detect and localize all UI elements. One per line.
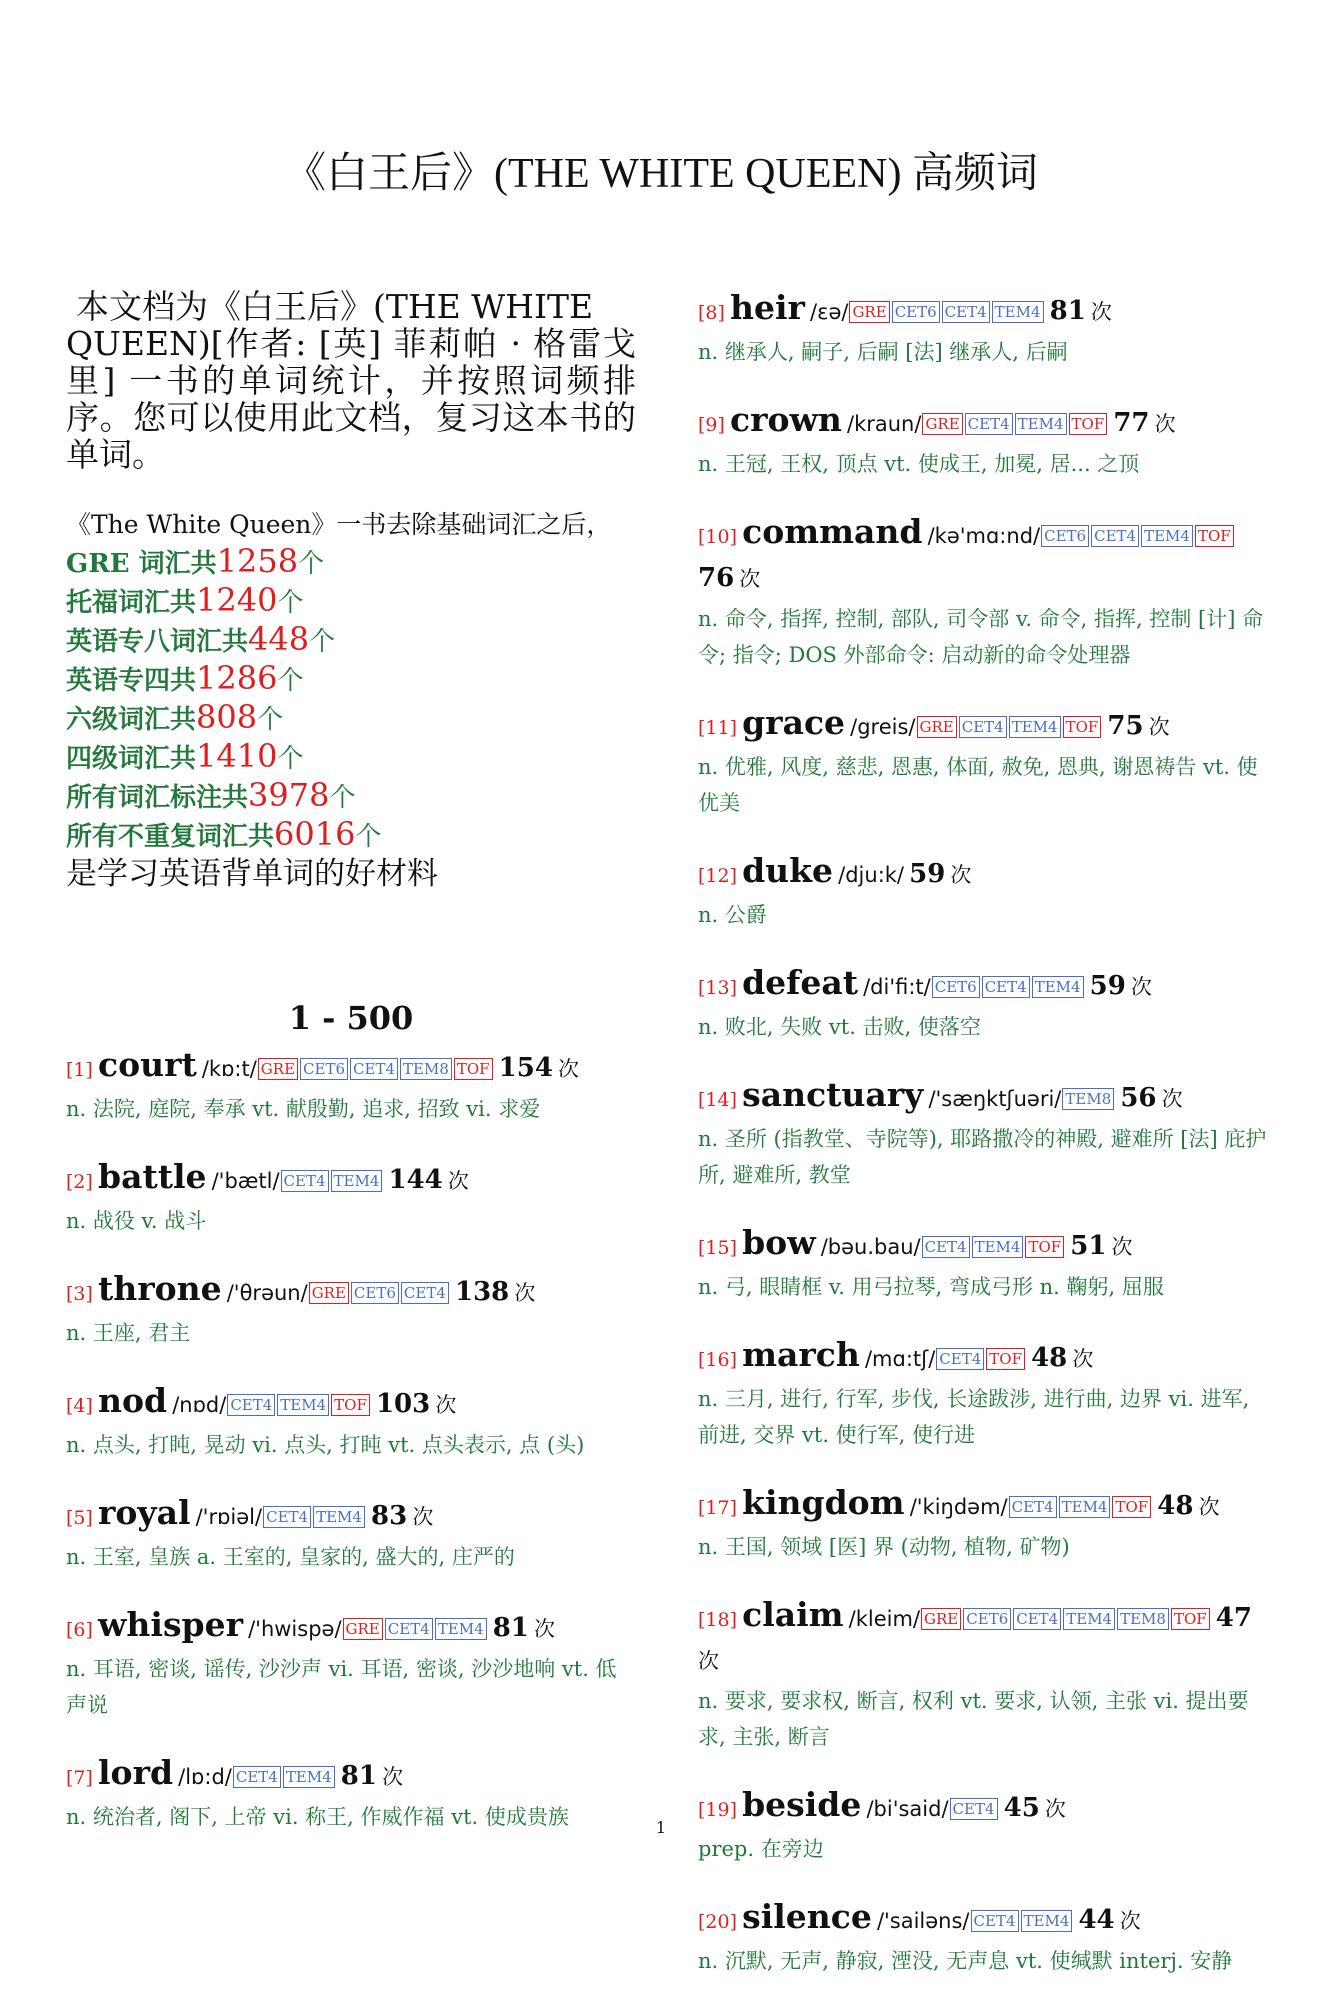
- stat-value: 448: [248, 620, 310, 658]
- entry-word: kingdom: [742, 1483, 905, 1522]
- exam-tag: TOF: [1195, 525, 1234, 547]
- entry-index: [4]: [66, 1395, 93, 1417]
- entry-times: 次: [1072, 1347, 1094, 1371]
- entry-headline: [698, 1483, 1274, 1529]
- entry-phonetic: /mɑ:tʃ/: [864, 1347, 936, 1371]
- entry-word: silence: [742, 1897, 872, 1936]
- entry-count: 154: [498, 1053, 553, 1083]
- entry-phonetic: /'rɒiəl/: [195, 1505, 263, 1529]
- entry-definition: n. 王座, 君主: [66, 1321, 191, 1345]
- word-entry: [698, 1075, 1274, 1193]
- exam-tag: TEM4: [1059, 1496, 1111, 1518]
- entry-count: 77: [1113, 408, 1150, 438]
- stat-value: 1258: [216, 542, 299, 580]
- entry-count: 75: [1107, 711, 1144, 741]
- entry-times: 次: [1161, 1087, 1183, 1111]
- stat-value: 6016: [274, 815, 356, 853]
- entry-phonetic: /kleim/: [848, 1607, 921, 1631]
- entry-phonetic: /'θrəun/: [226, 1281, 308, 1305]
- entry-phonetic: /'kiŋdəm/: [909, 1495, 1008, 1519]
- word-entry: [698, 703, 1274, 821]
- stats-intro: 《The White Queen》一书去除基础词汇之后，: [66, 510, 612, 539]
- entry-definition: n. 三月, 进行, 行军, 步伐, 长途跋涉, 进行曲, 边界 vi. 进军, 前进, 交界 vt. 使行军, 使行进: [698, 1387, 1250, 1447]
- stats-list: [66, 543, 636, 855]
- word-entry: [66, 1157, 636, 1239]
- entry-headline: [698, 851, 1274, 897]
- stats-block: [66, 507, 636, 893]
- exam-tag: CET4: [385, 1618, 433, 1640]
- entry-count: 81: [492, 1613, 529, 1643]
- range-heading: 1 - 500: [288, 999, 414, 1037]
- exam-tag: TEM4: [972, 1236, 1024, 1258]
- entry-count: 138: [454, 1277, 510, 1307]
- stat-value: 808: [196, 698, 258, 736]
- entry-definition: n. 王室, 皇族 a. 王室的, 皇家的, 盛大的, 庄严的: [66, 1545, 515, 1569]
- entry-phonetic: /'sailəns/: [876, 1909, 970, 1933]
- stat-value: 1240: [196, 581, 278, 619]
- entry-headline: [698, 703, 1274, 749]
- entry-index: [15]: [698, 1237, 738, 1259]
- exam-tag: TOF: [1063, 716, 1102, 738]
- entry-definition: n. 耳语, 密谈, 谣传, 沙沙声 vi. 耳语, 密谈, 沙沙地响 vt. 低声说: [66, 1657, 617, 1717]
- left-column: [66, 288, 636, 1865]
- entry-times: 次: [382, 1765, 404, 1789]
- word-entry: [698, 851, 1274, 933]
- entry-count: 83: [371, 1501, 408, 1531]
- exam-tag: TOF: [1025, 1236, 1064, 1258]
- entry-definition: n. 命令, 指挥, 控制, 部队, 司令部 v. 命令, 指挥, 控制 [计] 命令; 指令; DOS 外部命令: 启动新的命令处理器: [698, 607, 1264, 667]
- stat-unit: 个: [277, 744, 304, 774]
- exam-tag: GRE: [343, 1618, 383, 1640]
- entry-headline: [698, 1595, 1274, 1683]
- entry-headline: [698, 512, 1274, 601]
- exam-tag: TEM4: [435, 1618, 487, 1640]
- entry-times: 次: [1119, 1909, 1141, 1933]
- entry-headline: [66, 1753, 636, 1799]
- entry-times: 次: [1154, 412, 1176, 436]
- word-entry: [698, 1223, 1274, 1305]
- entry-count: 51: [1070, 1231, 1107, 1261]
- stat-label: 所有词汇标注共: [66, 783, 249, 813]
- exam-tag: CET4: [971, 1910, 1019, 1932]
- entry-times: 次: [739, 567, 761, 591]
- exam-tag: TEM4: [1032, 976, 1084, 998]
- entry-count: 45: [1003, 1793, 1040, 1823]
- entry-times: 次: [950, 863, 972, 887]
- entry-definition: prep. 在旁边: [698, 1837, 824, 1861]
- stat-row: [66, 660, 636, 699]
- entry-word: claim: [742, 1595, 844, 1634]
- entry-word: lord: [98, 1753, 174, 1792]
- entry-index: [17]: [698, 1497, 738, 1519]
- entry-phonetic: /bəu.bau/: [820, 1235, 921, 1259]
- exam-tag: TEM4: [313, 1506, 365, 1528]
- exam-tag: TOF: [986, 1348, 1025, 1370]
- entry-phonetic: /kraun/: [847, 412, 922, 436]
- intro-text: QUEEN)[作者: [英] 菲莉帕 · 格雷戈里] 一书的单词统计，并按照词频排序。您可以使用此文档，复习这本书的单词。: [66, 324, 636, 474]
- entry-count: 103: [375, 1389, 431, 1419]
- entry-times: 次: [1044, 1797, 1066, 1821]
- entry-definition: n. 法院, 庭院, 奉承 vt. 献殷勤, 追求, 招致 vi. 求爱: [66, 1097, 541, 1121]
- entry-phonetic: /bi'said/: [866, 1797, 949, 1821]
- entry-phonetic: /'bætl/: [211, 1169, 280, 1193]
- word-entry: [66, 1269, 636, 1351]
- entry-index: [7]: [66, 1767, 93, 1789]
- stat-unit: 个: [309, 627, 336, 657]
- entry-phonetic: /kə'mɑ:nd/: [927, 524, 1041, 548]
- stat-row: [66, 738, 636, 777]
- entry-headline: [66, 1493, 636, 1539]
- word-entry: [698, 1897, 1274, 1979]
- intro-line-1: 本文档为《白王后》(THE WHITE: [76, 287, 594, 326]
- entry-times: 次: [1090, 300, 1112, 324]
- exam-tag: TEM8: [1117, 1608, 1169, 1630]
- exam-tag: CET4: [281, 1170, 329, 1192]
- page-title: 《白王后》(THE WHITE QUEEN) 高频词: [284, 151, 1038, 197]
- stat-unit: 个: [277, 666, 304, 696]
- entry-count: 81: [340, 1761, 377, 1791]
- entry-times: 次: [1148, 715, 1170, 739]
- stats-outro: 是学习英语背单词的好材料: [66, 856, 438, 892]
- exam-tag: TOF: [1112, 1496, 1151, 1518]
- exam-tag: TEM8: [400, 1058, 452, 1080]
- stat-unit: 个: [298, 549, 325, 579]
- entry-index: [16]: [698, 1349, 738, 1371]
- entry-times: 次: [558, 1057, 580, 1081]
- entry-headline: [698, 963, 1274, 1009]
- stat-label: 六级词汇共: [66, 705, 197, 735]
- stat-value: 3978: [248, 776, 330, 814]
- exam-tag: CET4: [1013, 1608, 1061, 1630]
- stat-row: [66, 816, 636, 855]
- entry-headline: [698, 288, 1274, 334]
- exam-tag: GRE: [922, 413, 962, 435]
- word-entry: [698, 512, 1274, 673]
- entry-index: [6]: [66, 1619, 93, 1641]
- entry-index: [8]: [698, 302, 725, 324]
- entry-list-right: [698, 288, 1274, 1979]
- entry-index: [13]: [698, 977, 738, 999]
- entry-count: 48: [1031, 1343, 1068, 1373]
- entry-word: crown: [730, 400, 842, 439]
- word-entry: [698, 400, 1274, 482]
- exam-tag: CET4: [922, 1236, 970, 1258]
- entry-phonetic: /di'fi:t/: [863, 975, 931, 999]
- word-entry: [698, 1483, 1274, 1565]
- exam-tag: GRE: [309, 1282, 349, 1304]
- exam-tag: CET4: [350, 1058, 398, 1080]
- entry-definition: n. 圣所 (指教堂、寺院等), 耶路撒冷的神殿, 避难所 [法] 庇护所, 避难所, 教堂: [698, 1127, 1267, 1187]
- entry-definition: n. 公爵: [698, 903, 767, 927]
- entry-headline: [698, 1897, 1274, 1943]
- stat-value: 1410: [196, 737, 278, 775]
- exam-tag: TOF: [1171, 1608, 1210, 1630]
- exam-tag: TEM4: [992, 301, 1044, 323]
- exam-tag: TEM4: [1015, 413, 1067, 435]
- entry-word: grace: [742, 703, 846, 742]
- entry-headline: [66, 1381, 636, 1427]
- entry-count: 59: [1089, 971, 1126, 1001]
- entry-word: duke: [742, 851, 834, 890]
- exam-tag: TEM4: [1009, 716, 1061, 738]
- entry-headline: [66, 1157, 636, 1203]
- exam-tag: CET4: [227, 1394, 275, 1416]
- exam-tag: TOF: [331, 1394, 370, 1416]
- entry-times: 次: [447, 1169, 469, 1193]
- entry-word: beside: [742, 1785, 862, 1824]
- entry-index: [10]: [698, 526, 738, 548]
- exam-tag: GRE: [258, 1058, 298, 1080]
- word-entry: [66, 1045, 636, 1127]
- stat-row: [66, 699, 636, 738]
- entry-headline: [698, 1223, 1274, 1269]
- entry-times: 次: [514, 1281, 536, 1305]
- entry-word: march: [742, 1335, 860, 1374]
- stat-label: 所有不重复词汇共: [66, 822, 275, 852]
- exam-tag: CET4: [959, 716, 1007, 738]
- entry-times: 次: [533, 1617, 555, 1641]
- entry-index: [11]: [698, 717, 738, 739]
- entry-headline: [66, 1269, 636, 1315]
- stat-row: [66, 621, 636, 660]
- entry-count: 76: [698, 563, 735, 593]
- stat-label: 四级词汇共: [66, 744, 197, 774]
- entry-times: 次: [435, 1393, 457, 1417]
- entry-index: [1]: [66, 1059, 93, 1081]
- exam-tag: CET6: [351, 1282, 399, 1304]
- exam-tag: CET4: [401, 1282, 449, 1304]
- entry-definition: n. 继承人, 嗣子, 后嗣 [法] 继承人, 后嗣: [698, 340, 1068, 364]
- entry-times: 次: [1111, 1235, 1133, 1259]
- exam-tag: CET6: [300, 1058, 348, 1080]
- stat-value: 1286: [196, 659, 278, 697]
- stat-unit: 个: [329, 783, 356, 813]
- entry-word: royal: [98, 1493, 191, 1532]
- exam-tag: TEM4: [1063, 1608, 1115, 1630]
- entry-phonetic: /'hwispə/: [248, 1617, 342, 1641]
- word-entry: [66, 1605, 636, 1723]
- stat-row: [66, 777, 636, 816]
- exam-tag: CET4: [1091, 525, 1139, 547]
- entry-word: defeat: [742, 963, 858, 1002]
- entry-phonetic: /'sæŋktʃuəri/: [928, 1087, 1062, 1111]
- stat-unit: 个: [277, 588, 304, 618]
- entry-definition: n. 败北, 失败 vt. 击败, 使落空: [698, 1015, 981, 1039]
- entry-times: 次: [1130, 975, 1152, 999]
- exam-tag: CET4: [982, 976, 1030, 998]
- exam-tag: TEM8: [1062, 1088, 1114, 1110]
- entry-word: whisper: [98, 1605, 243, 1644]
- exam-tag: CET6: [892, 301, 940, 323]
- word-entry: [698, 288, 1274, 370]
- entry-count: 47: [1215, 1603, 1252, 1633]
- exam-tag: TEM4: [331, 1170, 383, 1192]
- entry-definition: n. 要求, 要求权, 断言, 权利 vt. 要求, 认领, 主张 vi. 提出要求, 主张, 断言: [698, 1689, 1249, 1749]
- exam-tag: GRE: [917, 716, 957, 738]
- entry-word: court: [98, 1045, 197, 1084]
- word-entry: [66, 1493, 636, 1575]
- entry-index: [20]: [698, 1911, 738, 1933]
- entry-definition: n. 战役 v. 战斗: [66, 1209, 207, 1233]
- exam-tag: CET6: [1041, 525, 1089, 547]
- entry-headline: [698, 1335, 1274, 1381]
- entry-word: heir: [730, 288, 805, 327]
- entry-headline: [698, 1075, 1274, 1121]
- entry-times: 次: [412, 1505, 434, 1529]
- entry-definition: n. 优雅, 风度, 慈悲, 恩惠, 体面, 赦免, 恩典, 谢恩祷告 vt. 使优美: [698, 755, 1258, 815]
- entry-definition: n. 沉默, 无声, 静寂, 湮没, 无声息 vt. 使缄默 interj. 安静: [698, 1949, 1233, 1973]
- stat-unit: 个: [257, 705, 284, 735]
- exam-tag: GRE: [849, 301, 889, 323]
- entry-word: nod: [98, 1381, 168, 1420]
- entry-count: 44: [1078, 1905, 1115, 1935]
- exam-tag: CET4: [263, 1506, 311, 1528]
- entry-phonetic: /greis/: [850, 715, 916, 739]
- word-entry: [698, 963, 1274, 1045]
- entry-count: 81: [1049, 296, 1086, 326]
- entry-headline: [66, 1605, 636, 1651]
- entry-times: 次: [698, 1649, 719, 1673]
- entry-definition: n. 点头, 打盹, 晃动 vi. 点头, 打盹 vt. 点头表示, 点 (头): [66, 1433, 585, 1457]
- exam-tag: TOF: [1069, 413, 1108, 435]
- entry-definition: n. 统治者, 阁下, 上帝 vi. 称王, 作威作福 vt. 使成贵族: [66, 1805, 569, 1829]
- stat-label: GRE 词汇共: [66, 549, 217, 579]
- entry-definition: n. 弓, 眼睛框 v. 用弓拉琴, 弯成弓形 n. 鞠躬, 屈服: [698, 1275, 1164, 1299]
- entry-word: throne: [98, 1269, 222, 1308]
- entry-count: 56: [1120, 1083, 1157, 1113]
- entry-definition: n. 王国, 领域 [医] 界 (动物, 植物, 矿物): [698, 1535, 1070, 1559]
- exam-tag: GRE: [921, 1608, 961, 1630]
- stat-label: 英语专八词汇共: [66, 627, 249, 657]
- exam-tag: CET4: [1009, 1496, 1057, 1518]
- exam-tag: TEM4: [1021, 1910, 1073, 1932]
- word-entry: [698, 1335, 1274, 1453]
- entry-index: [3]: [66, 1283, 93, 1305]
- word-entry: [698, 1595, 1274, 1755]
- entry-count: 144: [388, 1165, 443, 1195]
- exam-tag: CET4: [950, 1798, 998, 1820]
- entry-phonetic: /nɒd/: [172, 1393, 227, 1417]
- stat-row: [66, 543, 636, 582]
- entry-phonetic: /kɒ:t/: [201, 1057, 257, 1081]
- entry-list-left: [66, 1045, 636, 1835]
- stat-label: 英语专四共: [66, 666, 197, 696]
- entry-word: battle: [98, 1157, 207, 1196]
- entry-index: [12]: [698, 865, 738, 887]
- entry-times: 次: [1198, 1495, 1220, 1519]
- entry-word: sanctuary: [742, 1075, 924, 1114]
- stat-row: [66, 582, 636, 621]
- entry-count: 59: [909, 859, 946, 889]
- exam-tag: TOF: [454, 1058, 493, 1080]
- exam-tag: TEM4: [1141, 525, 1193, 547]
- stat-label: 托福词汇共: [66, 588, 197, 618]
- exam-tag: CET4: [965, 413, 1013, 435]
- entry-phonetic: /εə/: [810, 300, 849, 324]
- entry-index: [2]: [66, 1171, 93, 1193]
- exam-tag: CET4: [233, 1766, 281, 1788]
- entry-word: command: [742, 512, 923, 551]
- entry-phonetic: /lɒ:d/: [178, 1765, 232, 1789]
- entry-index: [14]: [698, 1089, 738, 1111]
- entry-count: 48: [1157, 1491, 1194, 1521]
- exam-tag: CET4: [942, 301, 990, 323]
- entry-headline: [698, 400, 1274, 446]
- entry-index: [18]: [698, 1609, 738, 1631]
- word-entry: [66, 1381, 636, 1463]
- entry-definition: n. 王冠, 王权, 顶点 vt. 使成王, 加冕, 居... 之顶: [698, 452, 1140, 476]
- entry-headline: [66, 1045, 636, 1091]
- entry-index: [9]: [698, 414, 725, 436]
- entry-index: [5]: [66, 1507, 93, 1529]
- entry-word: bow: [742, 1223, 816, 1262]
- exam-tag: TEM4: [283, 1766, 335, 1788]
- page-number: 1: [655, 1818, 667, 1837]
- stat-unit: 个: [355, 822, 382, 852]
- entry-phonetic: /dju:k/: [838, 863, 905, 887]
- right-column: [698, 288, 1274, 2009]
- exam-tag: CET6: [932, 976, 980, 998]
- exam-tag: TEM4: [277, 1394, 329, 1416]
- exam-tag: CET6: [963, 1608, 1011, 1630]
- entry-index: [19]: [698, 1799, 738, 1821]
- exam-tag: CET4: [936, 1348, 984, 1370]
